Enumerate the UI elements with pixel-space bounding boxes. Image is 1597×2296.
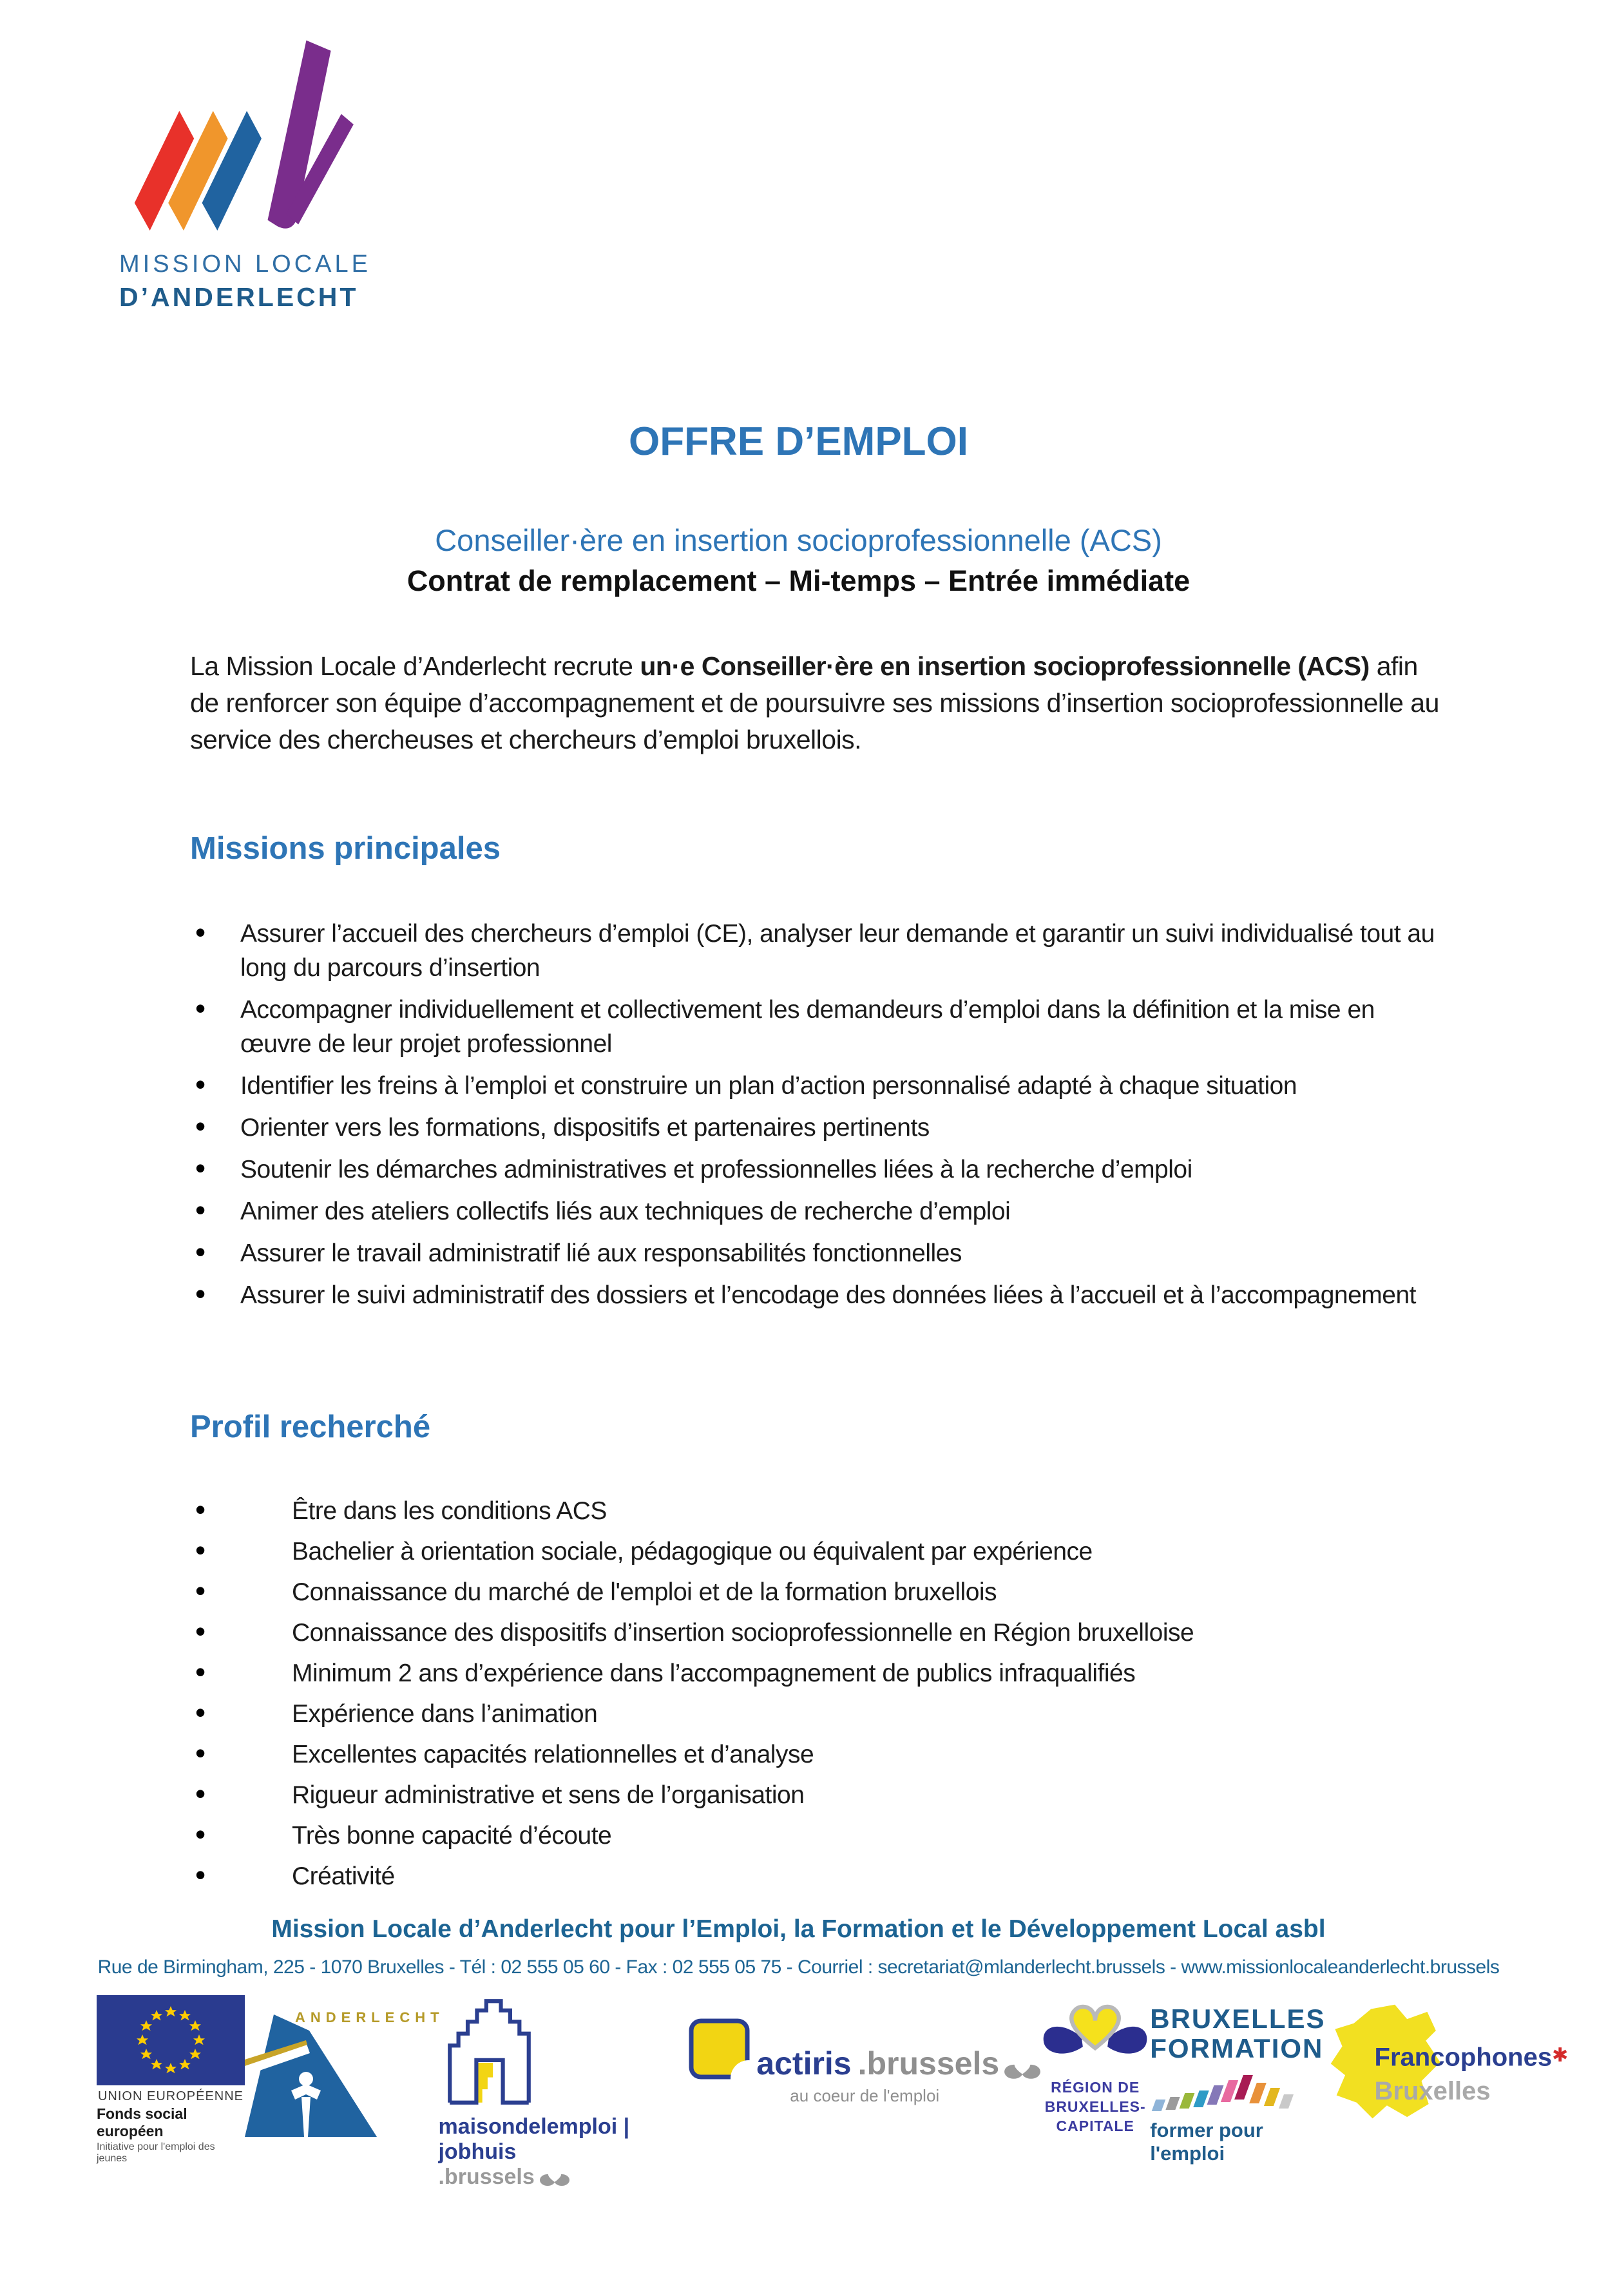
list-item: • Assurer le suivi administratif des dossiers et l’encodage des données liées à l’accueil et à l’accompagnement bbox=[190, 1278, 1439, 1312]
maisondelemploi-label: maisondelemploi | jobhuis bbox=[438, 2114, 630, 2164]
list-item: • Connaissance des dispositifs d’insertion socioprofessionnelle en Région bruxelloise bbox=[190, 1616, 1439, 1650]
footer-contact-line: Rue de Birmingham, 225 - 1070 Bruxelles - Tél : 02 555 05 60 - Fax : 02 555 05 75 - Courriel : secretariat@mlanderlecht.brussels - www.missionlocaleanderlecht.brussels bbox=[97, 1956, 1500, 1978]
formation-line2: FORMATION bbox=[1150, 2033, 1324, 2063]
francophones-line2: Bruxelles bbox=[1374, 2077, 1491, 2106]
intro-text-bold: un·e Conseiller·ère en insertion socioprofessionnelle (ACS) bbox=[640, 651, 1370, 681]
list-item: • Expérience dans l’animation bbox=[190, 1697, 1439, 1731]
brand-name-line1: MISSION LOCALE bbox=[119, 251, 371, 278]
actiris-name: actiris bbox=[756, 2045, 852, 2081]
brussels-heart-icon bbox=[1004, 2058, 1040, 2080]
list-item: • Connaissance du marché de l'emploi et de la formation bruxellois bbox=[190, 1575, 1439, 1609]
maisondelemploi-house-icon bbox=[438, 1995, 541, 2108]
logo-actiris bbox=[689, 2018, 1040, 2106]
intro-text-start: La Mission Locale d’Anderlecht recrute bbox=[190, 651, 640, 681]
section-heading-profil: Profil recherché bbox=[190, 1410, 431, 1444]
list-item: • Rigueur administrative et sens de l’organisation bbox=[190, 1778, 1439, 1812]
region-line2: BRUXELLES- bbox=[1044, 2098, 1146, 2115]
missions-list bbox=[190, 917, 1439, 1312]
iris-flower-icon bbox=[1040, 2000, 1150, 2071]
actiris-square-icon bbox=[689, 2018, 750, 2080]
list-item: • Orienter vers les formations, dispositifs et partenaires pertinents bbox=[190, 1111, 1439, 1145]
logo-union-europeenne bbox=[97, 1995, 245, 2165]
eu-caption-line2: Fonds social européen bbox=[97, 2105, 187, 2139]
logo-region-bruxelles-capitale bbox=[1040, 2000, 1150, 2136]
list-item: • Accompagner individuellement et collectivement les demandeurs d’emploi dans la définition et la mise en œuvre de leur projet professionnel bbox=[190, 993, 1439, 1061]
mission-locale-logo bbox=[119, 35, 390, 312]
actiris-tagline: au coeur de l'emploi bbox=[790, 2086, 940, 2105]
contract-terms: Contrat de remplacement – Mi-temps – Entrée immédiate bbox=[406, 564, 1191, 597]
list-item: • Bachelier à orientation sociale, pédagogique ou équivalent par expérience bbox=[190, 1535, 1439, 1569]
logo-bruxelles-formation bbox=[1150, 2004, 1326, 2165]
anderlecht-label: ANDERLECHT bbox=[295, 2009, 445, 2025]
list-item: • Être dans les conditions ACS bbox=[190, 1494, 1439, 1528]
formation-line1: BRUXELLES bbox=[1150, 2004, 1326, 2034]
formation-tagline: former pour l'emploi bbox=[1150, 2119, 1263, 2165]
profil-list bbox=[190, 1494, 1439, 1893]
francophones-red-mark-icon: ✱ bbox=[1552, 2045, 1569, 2066]
region-line1: RÉGION DE bbox=[1051, 2079, 1140, 2096]
list-item: • Animer des ateliers collectifs liés aux techniques de recherche d’emploi bbox=[190, 1194, 1439, 1229]
list-item: • Identifier les freins à l’emploi et construire un plan d’action personnalisé adapté à chaque situation bbox=[190, 1069, 1439, 1103]
logo-maisondelemploi bbox=[438, 1995, 689, 2190]
section-heading-missions: Missions principales bbox=[190, 831, 501, 866]
page-title: OFFRE D’EMPLOI bbox=[629, 419, 968, 464]
intro-paragraph bbox=[190, 648, 1439, 758]
region-line3: CAPITALE bbox=[1056, 2118, 1134, 2134]
list-item: • Très bonne capacité d’écoute bbox=[190, 1819, 1439, 1853]
anderlecht-icon bbox=[245, 2014, 380, 2143]
mission-locale-logo-icon bbox=[119, 35, 377, 242]
intro-text-end: afin de renforcer son équipe d’accompagnement et de poursuivre ses missions d’insertion socioprofessionnelle au service des chercheuses et chercheurs d’emploi bruxellois. bbox=[190, 651, 1439, 754]
list-item: • Minimum 2 ans d’expérience dans l’accompagnement de publics infraqualifiés bbox=[190, 1656, 1439, 1690]
francophones-line1: Francophones bbox=[1374, 2043, 1553, 2072]
eu-caption-line1: UNION EUROPÉENNE bbox=[97, 2089, 244, 2103]
list-item: • Assurer l’accueil des chercheurs d’emploi (CE), analyser leur demande et garantir un suivi individualisé tout au long du parcours d’insertion bbox=[190, 917, 1439, 985]
brussels-heart-icon bbox=[540, 2168, 569, 2186]
actiris-domain: .brussels bbox=[857, 2045, 1000, 2081]
list-item: • Créativité bbox=[190, 1859, 1439, 1893]
document-body bbox=[0, 648, 1597, 1893]
eu-caption-line3: Initiative pour l'emploi des jeunes bbox=[97, 2141, 215, 2164]
footer-organisation: Mission Locale d’Anderlecht pour l’Emploi, la Formation et le Développement Local asbl bbox=[271, 1915, 1326, 1943]
document-page bbox=[0, 35, 1597, 2296]
logo-anderlecht bbox=[245, 1995, 445, 2143]
formation-ribbons-icon bbox=[1154, 2072, 1291, 2111]
list-item: • Excellentes capacités relationnelles et d’analyse bbox=[190, 1737, 1439, 1772]
maisondelemploi-domain: .brussels bbox=[438, 2165, 535, 2189]
list-item: • Soutenir les démarches administratives et professionnelles liées à la recherche d’emploi bbox=[190, 1153, 1439, 1187]
job-title: Conseiller·ère en insertion socioprofessionnelle (ACS) bbox=[435, 523, 1162, 557]
eu-flag-icon bbox=[97, 1995, 245, 2085]
logo-francophones-bruxelles bbox=[1326, 2002, 1569, 2150]
partner-logo-strip bbox=[97, 1995, 1569, 2189]
list-item: • Assurer le travail administratif lié aux responsabilités fonctionnelles bbox=[190, 1236, 1439, 1270]
brand-name-line2: D’ANDERLECHT bbox=[119, 282, 359, 312]
